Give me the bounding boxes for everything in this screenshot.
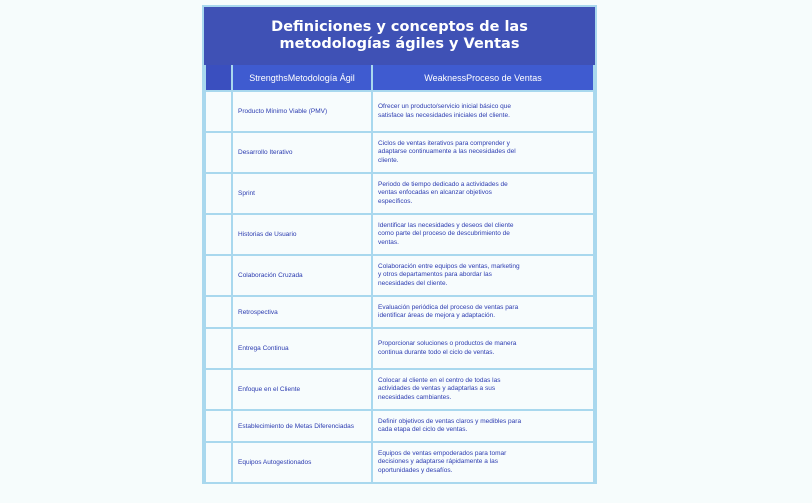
row-index-cell <box>205 410 232 442</box>
concept-cell: Establecimiento de Metas Diferenciadas <box>232 410 372 442</box>
table-row <box>205 369 594 410</box>
table-row <box>205 132 594 173</box>
description-cell: Ciclos de ventas iterativos para comprender y adaptarse continuamente a las necesidades del cliente. <box>372 132 594 173</box>
concept-cell: Historias de Usuario <box>232 214 372 255</box>
description-cell: Equipos de ventas empoderados para tomar decisiones y adaptarse rápidamente a las oportunidades y desafíos. <box>372 442 594 483</box>
table-row <box>205 442 594 483</box>
header-row <box>205 65 594 91</box>
row-index-cell <box>205 442 232 483</box>
header-sales-process: WeaknessProceso de Ventas <box>372 65 594 91</box>
description-cell: Periodo de tiempo dedicado a actividades de ventas enfocadas en alcanzar objetivos específicos. <box>372 173 594 214</box>
row-index-cell <box>205 255 232 296</box>
row-index-cell <box>205 296 232 328</box>
concepts-table-card <box>202 5 597 484</box>
concept-cell: Retrospectiva <box>232 296 372 328</box>
concept-cell: Enfoque en el Cliente <box>232 369 372 410</box>
concept-cell: Producto Mínimo Viable (PMV) <box>232 91 372 132</box>
description-cell: Definir objetivos de ventas claros y medibles para cada etapa del ciclo de ventas. <box>372 410 594 442</box>
header-methodology: StrengthsMetodología Ágil <box>232 65 372 91</box>
table-row <box>205 328 594 369</box>
description-cell: Identificar las necesidades y deseos del cliente como parte del proceso de descubrimiento de ventas. <box>372 214 594 255</box>
row-index-cell <box>205 369 232 410</box>
description-cell: Evaluación periódica del proceso de ventas para identificar áreas de mejora y adaptación. <box>372 296 594 328</box>
table-row <box>205 173 594 214</box>
table-row <box>205 410 594 442</box>
table-row <box>205 255 594 296</box>
table-title: Definiciones y conceptos de las metodologías ágiles y Ventas <box>204 7 595 65</box>
row-index-cell <box>205 91 232 132</box>
header-index-cell <box>205 65 232 91</box>
row-index-cell <box>205 173 232 214</box>
description-cell: Colaboración entre equipos de ventas, marketing y otros departamentos para abordar las necesidades del cliente. <box>372 255 594 296</box>
description-cell: Ofrecer un producto/servicio inicial básico que satisface las necesidades iniciales del cliente. <box>372 91 594 132</box>
row-index-cell <box>205 132 232 173</box>
row-index-cell <box>205 214 232 255</box>
table-row <box>205 214 594 255</box>
concepts-table <box>204 65 595 484</box>
row-index-cell <box>205 328 232 369</box>
description-cell: Colocar al cliente en el centro de todas las actividades de ventas y adaptarlas a sus necesidades cambiantes. <box>372 369 594 410</box>
description-cell: Proporcionar soluciones o productos de manera continua durante todo el ciclo de ventas. <box>372 328 594 369</box>
concept-cell: Sprint <box>232 173 372 214</box>
concept-cell: Desarrollo Iterativo <box>232 132 372 173</box>
concept-cell: Entrega Continua <box>232 328 372 369</box>
concept-cell: Equipos Autogestionados <box>232 442 372 483</box>
concept-cell: Colaboración Cruzada <box>232 255 372 296</box>
table-row <box>205 91 594 132</box>
table-row <box>205 296 594 328</box>
